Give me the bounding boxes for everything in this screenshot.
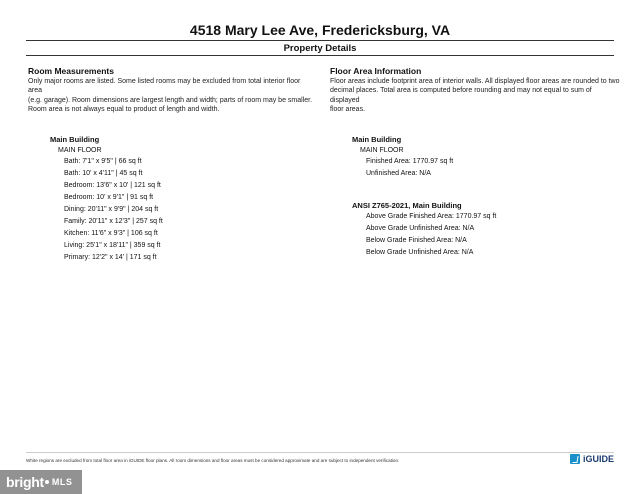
watermark-suffix: MLS — [51, 477, 73, 487]
footer-disclaimer: White regions are excluded from total floor area in iGUIDE floor plans. All room dimensions and floor areas must be considered approximate and are subject to independent verification. — [26, 458, 400, 463]
iguide-mark-icon — [570, 454, 580, 464]
floor-name: MAIN FLOOR — [58, 146, 102, 154]
room-measurements-desc-2: (e.g. garage). Room dimensions are largest length and width; parts of room may be smaller. — [28, 96, 313, 104]
floor-name: MAIN FLOOR — [360, 146, 404, 154]
ansi-item: Above Grade Unfinished Area: N/A — [366, 224, 475, 232]
room-item: Family: 20'11" x 12'3" | 257 sq ft — [64, 218, 163, 226]
room-measurements-desc-3: Room area is not always equal to product of length and width. — [28, 106, 220, 114]
ansi-item: Above Grade Finished Area: 1770.97 sq ft — [366, 212, 497, 220]
building-name: Main Building — [352, 134, 402, 144]
floor-area-column — [330, 66, 620, 259]
room-item: Bedroom: 10' x 9'1" | 91 sq ft — [64, 193, 154, 201]
room-item: Bedroom: 13'6" x 10' | 121 sq ft — [64, 181, 161, 189]
room-measurements-column — [28, 66, 313, 264]
iguide-brand-text: iGUIDE — [582, 454, 614, 464]
building-name: Main Building — [50, 134, 100, 144]
room-item: Dining: 20'11" x 9'9" | 204 sq ft — [64, 206, 159, 213]
subtitle-divider — [26, 55, 614, 56]
floor-area-desc-3: floor areas. — [330, 106, 366, 114]
bright-mls-watermark — [0, 470, 82, 494]
unfinished-area: Unfinished Area: N/A — [366, 169, 431, 177]
watermark-word: bright — [6, 474, 44, 490]
title-divider — [26, 40, 614, 41]
room-measurements-desc-1: Only major rooms are listed. Some listed rooms may be excluded from total interior floor area — [28, 78, 301, 95]
floor-area-desc-2: decimal places. Total area is computed before rounding and may not equal to sum of displayed — [330, 87, 592, 104]
ansi-item: Below Grade Unfinished Area: N/A — [366, 249, 474, 257]
room-item: Bath: 10' x 4'11" | 45 sq ft — [64, 169, 143, 177]
section-title: Property Details — [283, 43, 357, 54]
page-title: 4518 Mary Lee Ave, Fredericksburg, VA — [189, 22, 451, 38]
floor-area-desc-1: Floor areas include footprint area of interior walls. All displayed floor areas are rounded to two — [330, 78, 620, 85]
ansi-item: Below Grade Finished Area: N/A — [366, 237, 467, 244]
iguide-logo — [570, 454, 614, 464]
room-item: Kitchen: 11'6" x 9'3" | 106 sq ft — [64, 230, 158, 238]
finished-area: Finished Area: 1770.97 sq ft — [366, 157, 454, 165]
dot-icon — [45, 480, 49, 484]
ansi-heading: ANSI Z765-2021, Main Building — [352, 200, 462, 210]
room-measurements-heading: Room Measurements — [28, 66, 114, 76]
room-item: Primary: 12'2" x 14' | 171 sq ft — [64, 254, 157, 262]
floor-area-heading: Floor Area Information — [330, 66, 422, 76]
room-item: Living: 25'1" x 18'11" | 359 sq ft — [64, 242, 161, 250]
room-item: Bath: 7'1" x 9'5" | 66 sq ft — [64, 157, 142, 165]
footer-divider — [26, 452, 614, 453]
